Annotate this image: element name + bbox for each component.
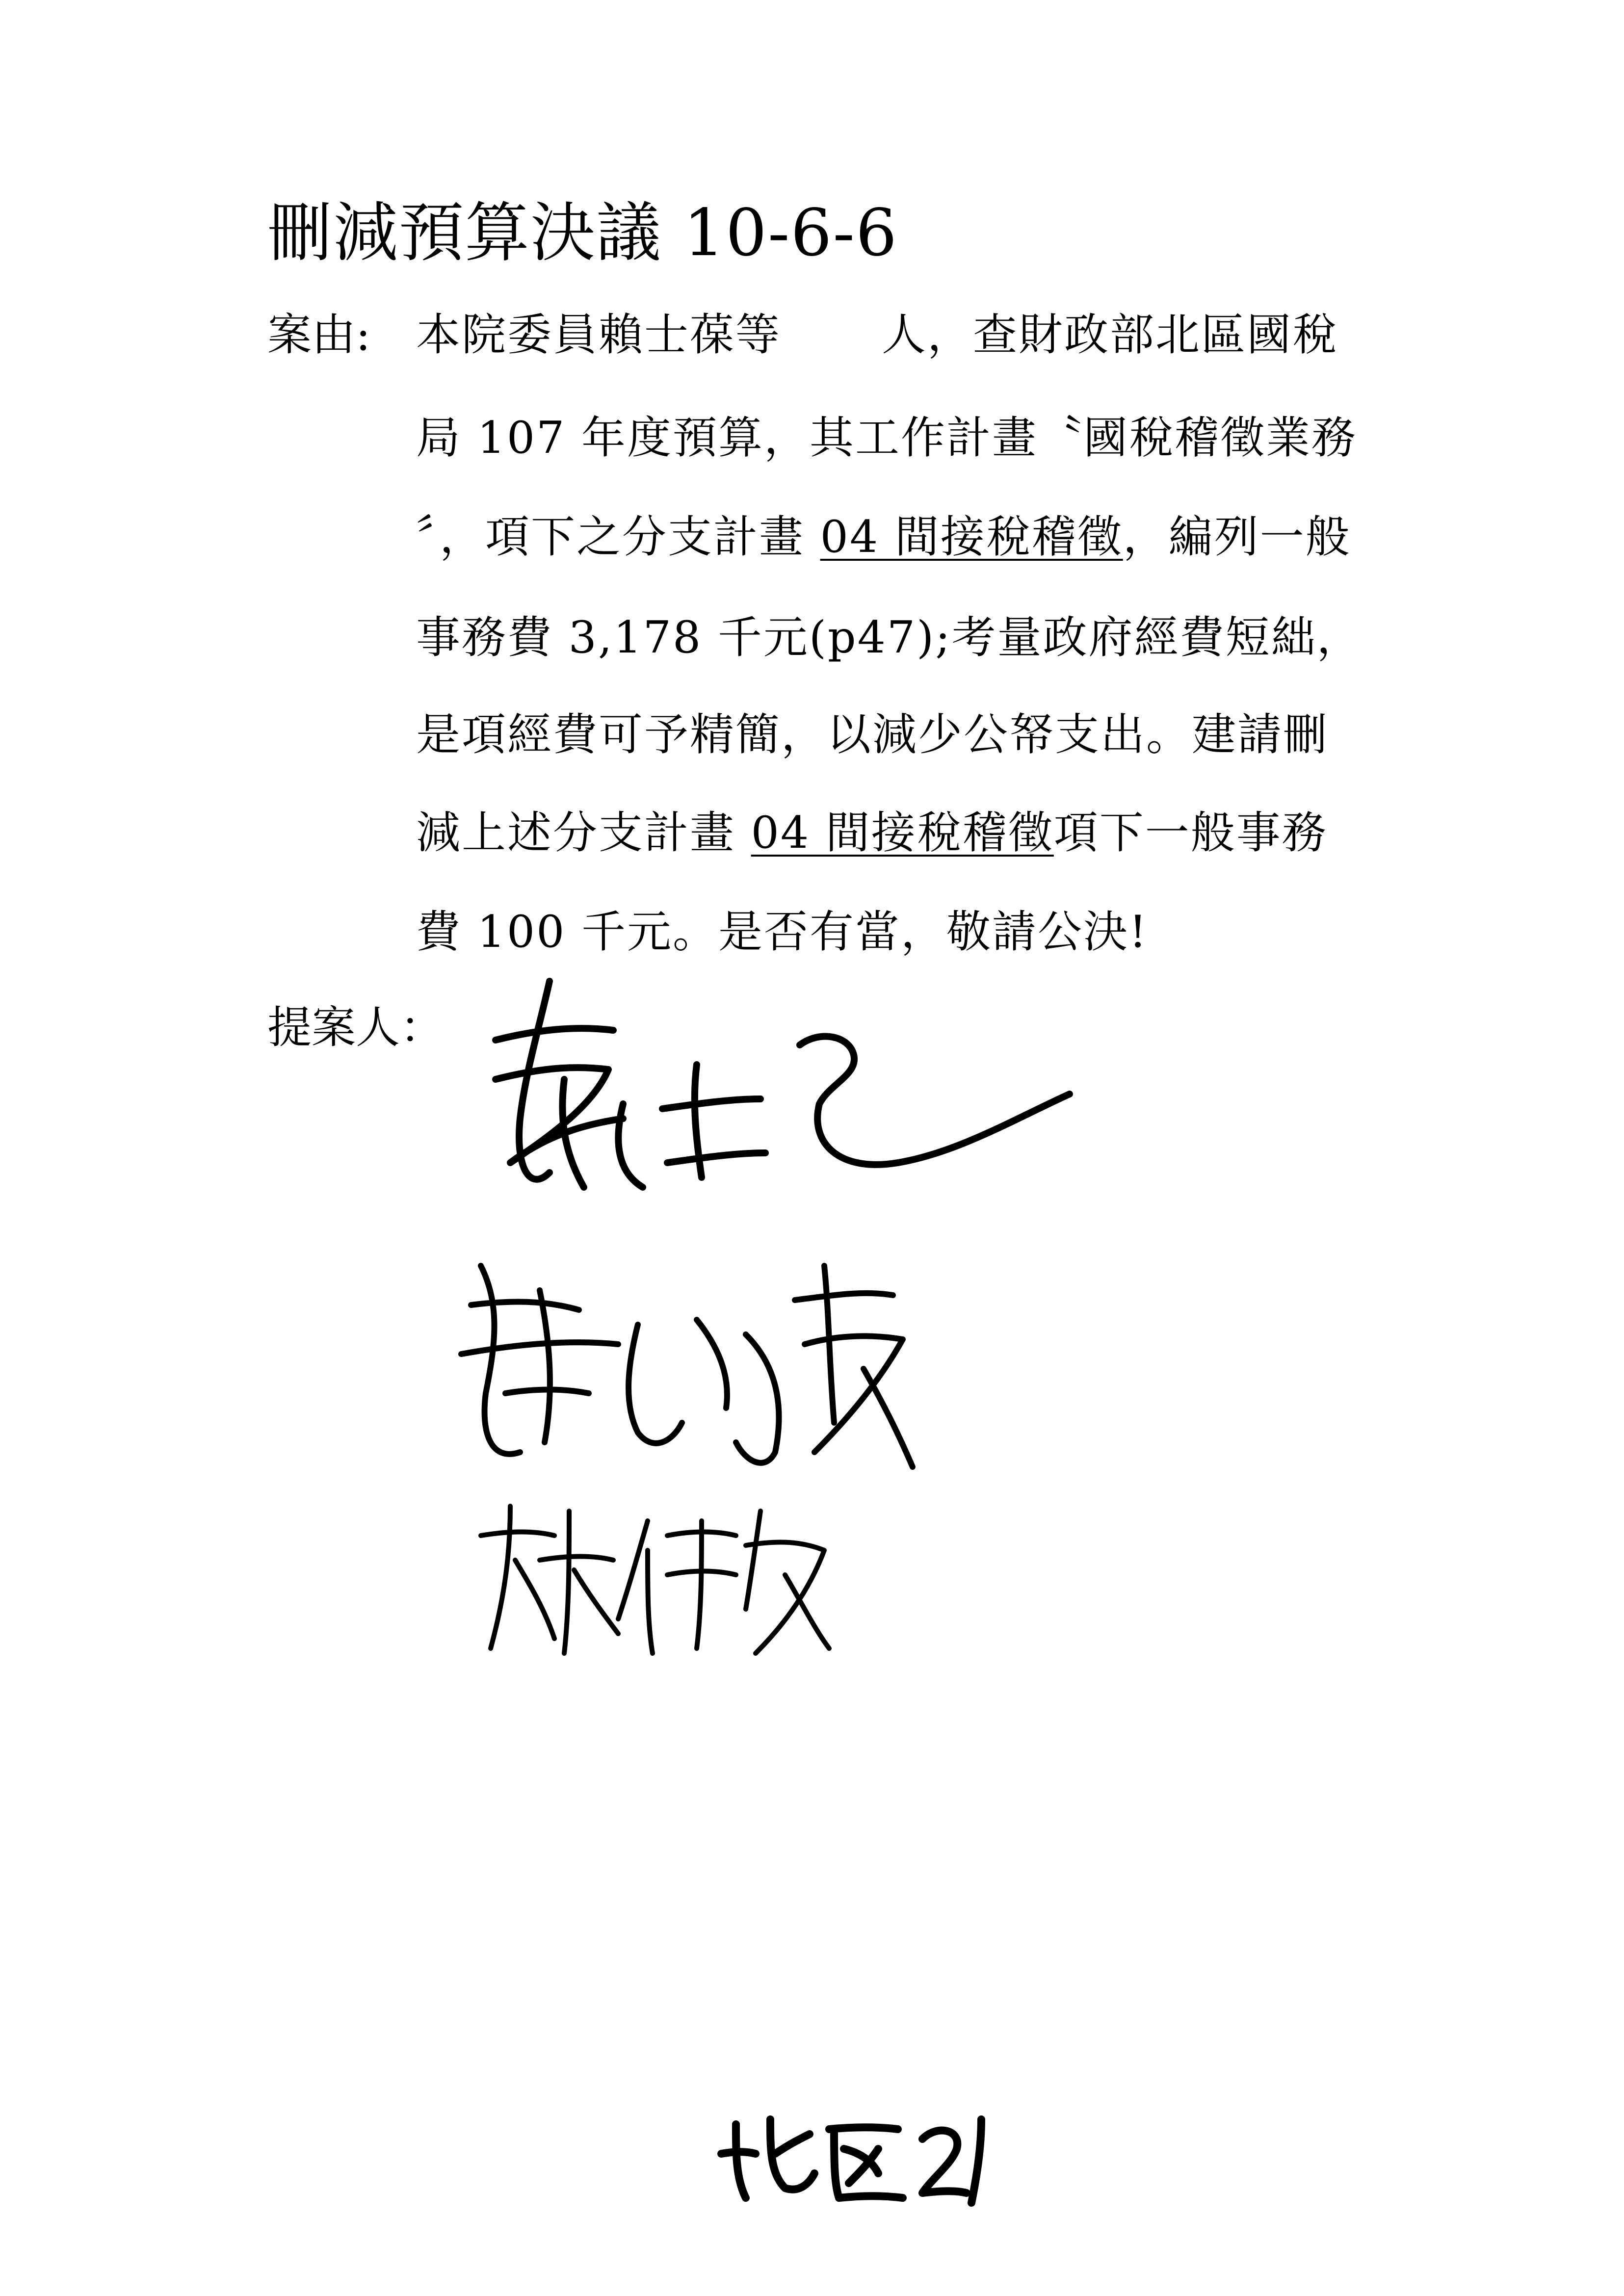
case-line-1-before: 本院委員賴士葆等	[416, 309, 781, 361]
case-line-6-post: 項下一般事務	[1053, 807, 1328, 859]
case-line-1-after: 人，查財政部北區國稅	[882, 309, 1338, 361]
case-line-6-pre: 減上述分支計畫	[416, 807, 751, 859]
case-line-4: 事務費 3,178 千元(p47);考量政府經費短絀，	[416, 612, 1362, 663]
proposer-label: 提案人：	[267, 1002, 444, 1053]
signature-1	[466, 957, 1104, 1231]
case-line-2: 局 107 年度預算，其工作計畫〝國稅稽徵業務	[416, 412, 1357, 464]
document-title: 刪減預算決議 10-6-6	[267, 195, 898, 271]
page-mark	[716, 2110, 991, 2208]
case-line-1	[416, 308, 1338, 362]
signature-2	[442, 1246, 981, 1482]
case-label: 案由:	[267, 309, 371, 361]
underlined-program: 04 間接稅稽徵	[820, 511, 1123, 563]
case-line-5: 是項經費可予精簡，以減少公帑支出。建請刪	[416, 709, 1329, 760]
case-line-6	[416, 806, 1328, 860]
underlined-program: 04 間接稅稽徵	[751, 807, 1054, 859]
case-line-3	[416, 510, 1351, 564]
case-line-7: 費 100 千元。是否有當，敬請公決!	[416, 906, 1149, 958]
signature-3	[471, 1491, 864, 1668]
case-line-3-pre: 〞，項下之分支計畫	[416, 511, 820, 563]
case-line-3-post: ，編列一般	[1123, 511, 1351, 563]
